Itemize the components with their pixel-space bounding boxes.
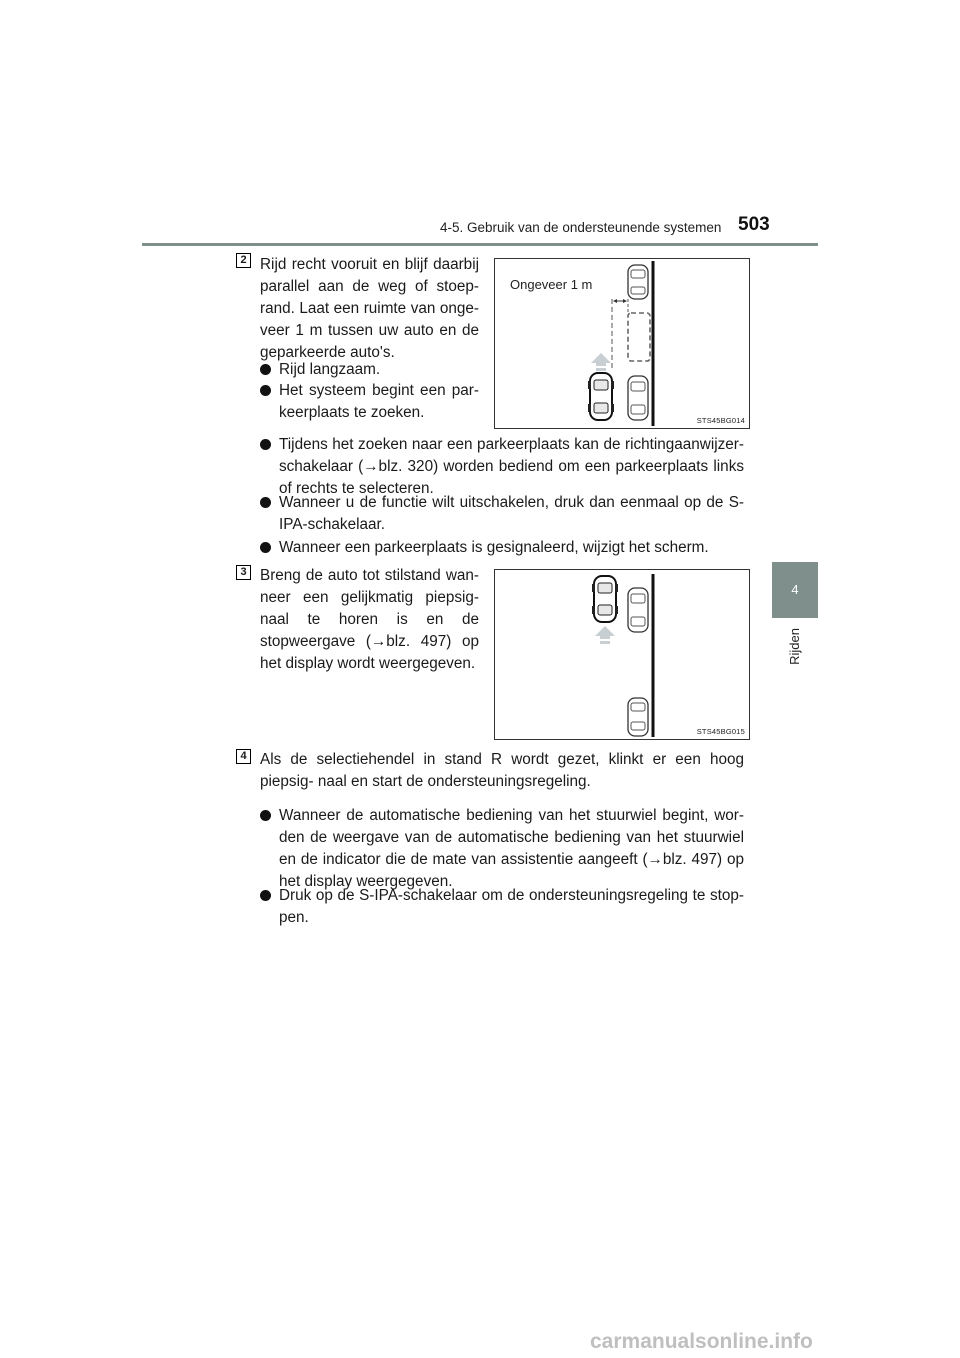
- step-4-text: Als de selectiehendel in stand R wordt gezet, klinkt er een hoog piepsig- naal en start de ondersteuningsregeling.: [260, 751, 744, 790]
- bullet-text: Wanneer een parkeerplaats is gesignaleerd, wijzigt het scherm.: [279, 539, 709, 556]
- step-number-3: 3: [236, 565, 251, 580]
- figure-code: STS45BG014: [696, 416, 745, 425]
- step-number-4: 4: [236, 749, 251, 764]
- step-2-text: [260, 254, 479, 364]
- bullet-text: Het systeem begint een par- keerplaats te zoeken.: [279, 382, 479, 421]
- parked-car-icon: [628, 698, 648, 736]
- parking-diagram-2: [495, 570, 749, 739]
- step-2-line: geparkeerde auto's.: [260, 344, 395, 361]
- free-parking-space: [628, 313, 650, 361]
- step-2-line: Rijd recht vooruit en blijf daarbij: [260, 256, 479, 273]
- bullet-text: Tijdens het zoeken naar een parkeerplaats kan de richtingaanwijzer- schakelaar (→blz. 320) worden bediend om een parkeerplaats links of rechts te selecteren.: [279, 436, 744, 497]
- watermark: carmanualsonline.info: [590, 1330, 813, 1353]
- step-3-text: Breng de auto tot stilstand wan- neer een gelijkmatig piepsig- naal te horen is en de stopweergave (→blz. 497) op het display wordt weergegeven.: [260, 567, 479, 672]
- bullet-dot: [260, 810, 271, 821]
- chapter-label: Rijden: [787, 628, 802, 665]
- step-2-line: rand. Laat een ruimte van onge-: [260, 300, 479, 317]
- chapter-tab: 4: [772, 562, 818, 618]
- parked-car-icon: [628, 376, 648, 420]
- step-2-line: veer 1 m tussen uw auto en de: [260, 322, 479, 339]
- bullet-item: [260, 805, 744, 893]
- arrowhead: [623, 299, 627, 303]
- bullet-dot: [260, 439, 271, 450]
- forward-arrow-icon: [595, 626, 615, 644]
- figure-stop-position: [494, 569, 750, 740]
- bullet-item: [260, 380, 479, 424]
- page-number: 503: [738, 214, 770, 235]
- bullet-dot: [260, 385, 271, 396]
- bullet-text: Wanneer u de functie wilt uitschakelen, druk dan eenmaal op de S- IPA-schakelaar.: [279, 494, 744, 533]
- forward-arrow-icon: [591, 353, 611, 371]
- parked-car-icon: [628, 588, 648, 632]
- bullet-item: [260, 885, 744, 929]
- bullet-item: [260, 359, 479, 381]
- bullet-text: Wanneer de automatische bediening van het stuurwiel begint, wor- den de weergave van de automatische bediening van het stuurwiel en de indicator die de mate van assistentie aangeeft (→blz. 497) op het display weergegeven.: [279, 807, 744, 890]
- figure-approach-parking: [494, 258, 750, 429]
- parked-car-icon: [628, 265, 648, 299]
- arrowhead: [613, 299, 617, 303]
- bullet-text: Rijd langzaam.: [279, 361, 381, 378]
- bullet-text: Druk op de S-IPA-schakelaar om de ondersteuningsregeling te stop- pen.: [279, 887, 744, 926]
- bullet-dot: [260, 497, 271, 508]
- bullet-dot: [260, 542, 271, 553]
- figure-code: STS45BG015: [696, 727, 745, 736]
- step-number-2: 2: [236, 253, 251, 268]
- bullet-item: [260, 537, 744, 559]
- section-title: 4-5. Gebruik van de ondersteunende systemen: [440, 220, 722, 235]
- bullet-item: [260, 492, 744, 536]
- step-2-line: parallel aan de weg of stoep-: [260, 278, 479, 295]
- bullet-dot: [260, 364, 271, 375]
- bullet-dot: [260, 890, 271, 901]
- distance-label: Ongeveer 1 m: [510, 277, 593, 292]
- own-car-icon: [588, 373, 614, 420]
- own-car-icon: [592, 576, 618, 622]
- bullet-item: [260, 434, 744, 500]
- header-rule: [142, 243, 818, 246]
